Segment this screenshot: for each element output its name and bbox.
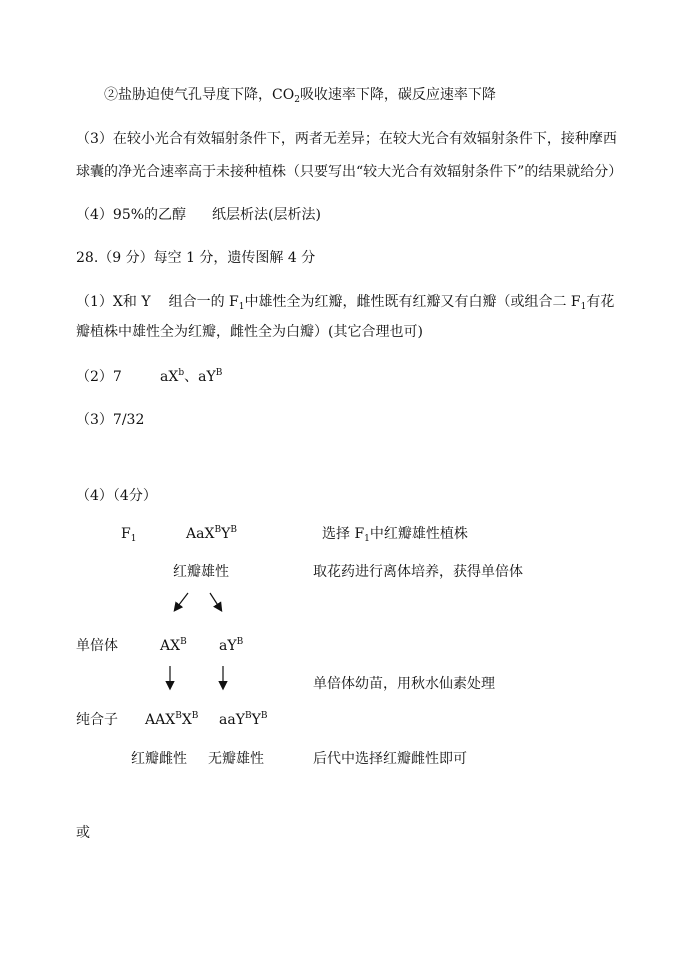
step-select-f1: 选择 $F_1$中红瓣雄性植株 — [322, 526, 468, 544]
question-28-header: 28.（9 分）每空 1 分，遗传图解 4 分 — [76, 250, 316, 266]
haploid-genotype-2: $aY^B$ — [219, 637, 244, 654]
phenotype-petalless-male: 无瓣雄性 — [208, 751, 264, 767]
haploid-label: 单倍体 — [76, 638, 118, 654]
answer-28-4-title: （4）（4分） — [76, 488, 157, 504]
split-arrows-icon — [168, 590, 228, 616]
f1-label: $F_1$ — [121, 526, 137, 544]
step-select-offspring: 后代中选择红瓣雌性即可 — [313, 751, 467, 767]
or-label: 或 — [76, 825, 90, 841]
homozygote-genotype-1: $AAX^BX^B$ — [145, 711, 199, 728]
answer-27-2-item2: ②盐胁迫使气孔导度下降，$CO_2$吸收速率下降，碳反应速率下降 — [104, 87, 496, 105]
answer-27-4-method: 纸层析法(层析法) — [212, 207, 321, 223]
answer-28-2-num: （2）7 — [76, 369, 122, 385]
homozygote-genotype-2: $aaY^BY^B$ — [219, 711, 268, 728]
phenotype-red-female: 红瓣雌性 — [131, 751, 187, 767]
step-anther-culture: 取花药进行离体培养，获得单倍体 — [313, 564, 523, 580]
answer-27-3-line2: 球囊的净光合速率高于未接种植株（只要写出“较大光合有效辐射条件下”的结果就给分） — [76, 164, 623, 180]
answer-28-1-line1: （1）X和 Y 组合一的 $F_1$中雄性全为红瓣，雌性既有红瓣又有白瓣（或组合二 $F_1$有花 — [76, 294, 615, 312]
answer-28-3: （3）7/32 — [76, 412, 145, 428]
f1-genotype: $AaX^BY^B$ — [186, 525, 237, 542]
answer-28-2-gametes: $aX^b$、$aY^B$ — [160, 368, 223, 385]
homozygote-label: 纯合子 — [76, 712, 118, 728]
answer-27-4-solvent: （4）95%的乙醇 — [76, 207, 187, 223]
down-arrows-icon — [160, 664, 240, 694]
step-colchicine: 单倍体幼苗，用秋水仙素处理 — [313, 676, 495, 692]
f1-phenotype: 红瓣雄性 — [173, 564, 229, 580]
answer-27-3-line1: （3）在较小光合有效辐射条件下，两者无差异；在较大光合有效辐射条件下，接种摩西 — [76, 131, 617, 147]
answer-28-1-line2: 瓣植株中雄性全为红瓣，雌性全为白瓣）(其它合理也可) — [76, 324, 423, 340]
haploid-genotype-1: $AX^B$ — [160, 637, 187, 654]
